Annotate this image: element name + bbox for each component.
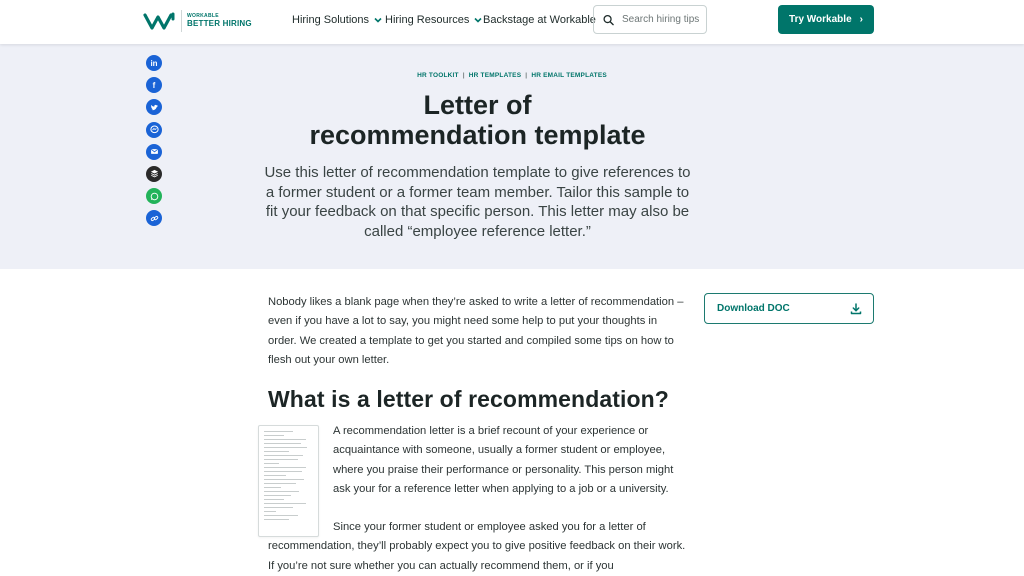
site-header: [0, 0, 1024, 44]
email-icon[interactable]: [146, 144, 162, 160]
page-title: [0, 90, 955, 150]
thumbnail-line: [264, 495, 291, 496]
section-heading: What is a letter of recommendation?: [268, 386, 669, 412]
thumbnail-line: [264, 455, 303, 456]
logo-divider: [181, 10, 182, 32]
messenger-icon[interactable]: [146, 122, 162, 138]
try-workable-button[interactable]: [778, 5, 874, 34]
nav-backstage[interactable]: [483, 0, 596, 40]
copy-link-icon[interactable]: [146, 210, 162, 226]
nav-hiring-solutions-label: Hiring Solutions: [292, 14, 370, 26]
thumbnail-line: [264, 479, 304, 480]
search-box[interactable]: [593, 5, 707, 34]
linkedin-glyph: in: [150, 58, 158, 68]
breadcrumb-separator: |: [462, 72, 465, 79]
facebook-icon[interactable]: [146, 77, 162, 93]
workable-logo[interactable]: [143, 10, 252, 32]
download-icon: [850, 303, 862, 315]
thumbnail-line: [264, 471, 302, 472]
search-input[interactable]: [622, 14, 706, 25]
buffer-icon[interactable]: [146, 166, 162, 182]
logo-text: [187, 14, 252, 28]
chevron-down-icon: [474, 16, 482, 24]
page-title-line1: Letter of: [423, 90, 532, 120]
nav-backstage-label: Backstage at Workable: [483, 14, 596, 26]
buffer-stack-icon: [150, 169, 159, 178]
search-icon: [603, 14, 614, 26]
logo-big-text: BETTER HIRING: [187, 19, 252, 28]
thumbnail-line: [264, 483, 296, 484]
twitter-icon[interactable]: [146, 99, 162, 115]
facebook-glyph: f: [152, 80, 156, 90]
social-share-rail: [146, 55, 162, 233]
workable-logo-mark-icon: [143, 11, 177, 31]
thumbnail-line: [264, 443, 301, 444]
thumbnail-line: [264, 511, 276, 512]
download-doc-label: Download DOC: [717, 303, 790, 314]
whatsapp-icon[interactable]: [146, 188, 162, 204]
whatsapp-phone-icon: [150, 192, 159, 201]
try-workable-label: Try Workable: [789, 14, 852, 25]
thumbnail-line: [264, 431, 293, 432]
expectation-paragraph: Since your former student or employee asked you for a letter of recommendation, they’ll probably expect you to give positive feedback on their work. If you’re not sure whether you can actually recommend them, or if you: [268, 521, 686, 572]
thumbnail-line: [264, 475, 286, 476]
intro-paragraph: Nobody likes a blank page when they’re asked to write a letter of recommendation – even if you have a lot to say, you might need some help to put your thoughts in order. We created a template to get you started and compiled some tips on how to flesh out your own letter.: [268, 296, 684, 366]
thumbnail-line: [264, 463, 279, 464]
thumbnail-line: [264, 459, 298, 460]
thumbnail-line: [264, 503, 306, 504]
logo-small-text: WORKABLE: [187, 13, 219, 19]
nav-hiring-resources-label: Hiring Resources: [385, 14, 470, 26]
breadcrumb-separator: |: [525, 72, 528, 79]
thumbnail-line: [264, 435, 284, 436]
linkedin-icon[interactable]: [146, 55, 162, 71]
messenger-bubble-icon: [150, 125, 159, 134]
nav-hiring-solutions[interactable]: [292, 0, 382, 40]
twitter-bird-icon: [150, 103, 159, 112]
breadcrumb-hr-email-templates[interactable]: HR EMAIL TEMPLATES: [531, 72, 607, 79]
breadcrumb-hr-templates[interactable]: HR TEMPLATES: [468, 72, 522, 79]
chevron-right-icon: ›: [859, 14, 863, 25]
breadcrumb-hr-toolkit[interactable]: HR TOOLKIT: [417, 72, 459, 79]
thumbnail-line: [264, 467, 306, 468]
thumbnail-line: [264, 487, 281, 488]
chevron-down-icon: [374, 16, 382, 24]
thumbnail-line: [264, 451, 289, 452]
envelope-icon: [150, 147, 159, 156]
link-chain-icon: [150, 214, 159, 223]
definition-paragraph: A recommendation letter is a brief recount of your experience or acquaintance with someone, usually a former student or employee, where you praise their performance or personality. This person might ask your for a reference letter when applying to a job or a university.: [333, 425, 674, 495]
page-title-line2: recommendation template: [309, 120, 646, 150]
download-doc-button[interactable]: [704, 293, 874, 324]
thumbnail-line: [264, 515, 298, 516]
page-subtitle: Use this letter of recommendation template to give references to a former student or a former team member. Tailor this sample to fit your feedback on that specific person. This letter may also be called “employee reference letter.”: [264, 164, 691, 240]
thumbnail-line: [264, 447, 307, 448]
thumbnail-line: [264, 439, 306, 440]
nav-hiring-resources[interactable]: [385, 0, 482, 40]
thumbnail-line: [264, 499, 284, 500]
thumbnail-line: [264, 507, 293, 508]
thumbnail-line: [264, 491, 299, 492]
